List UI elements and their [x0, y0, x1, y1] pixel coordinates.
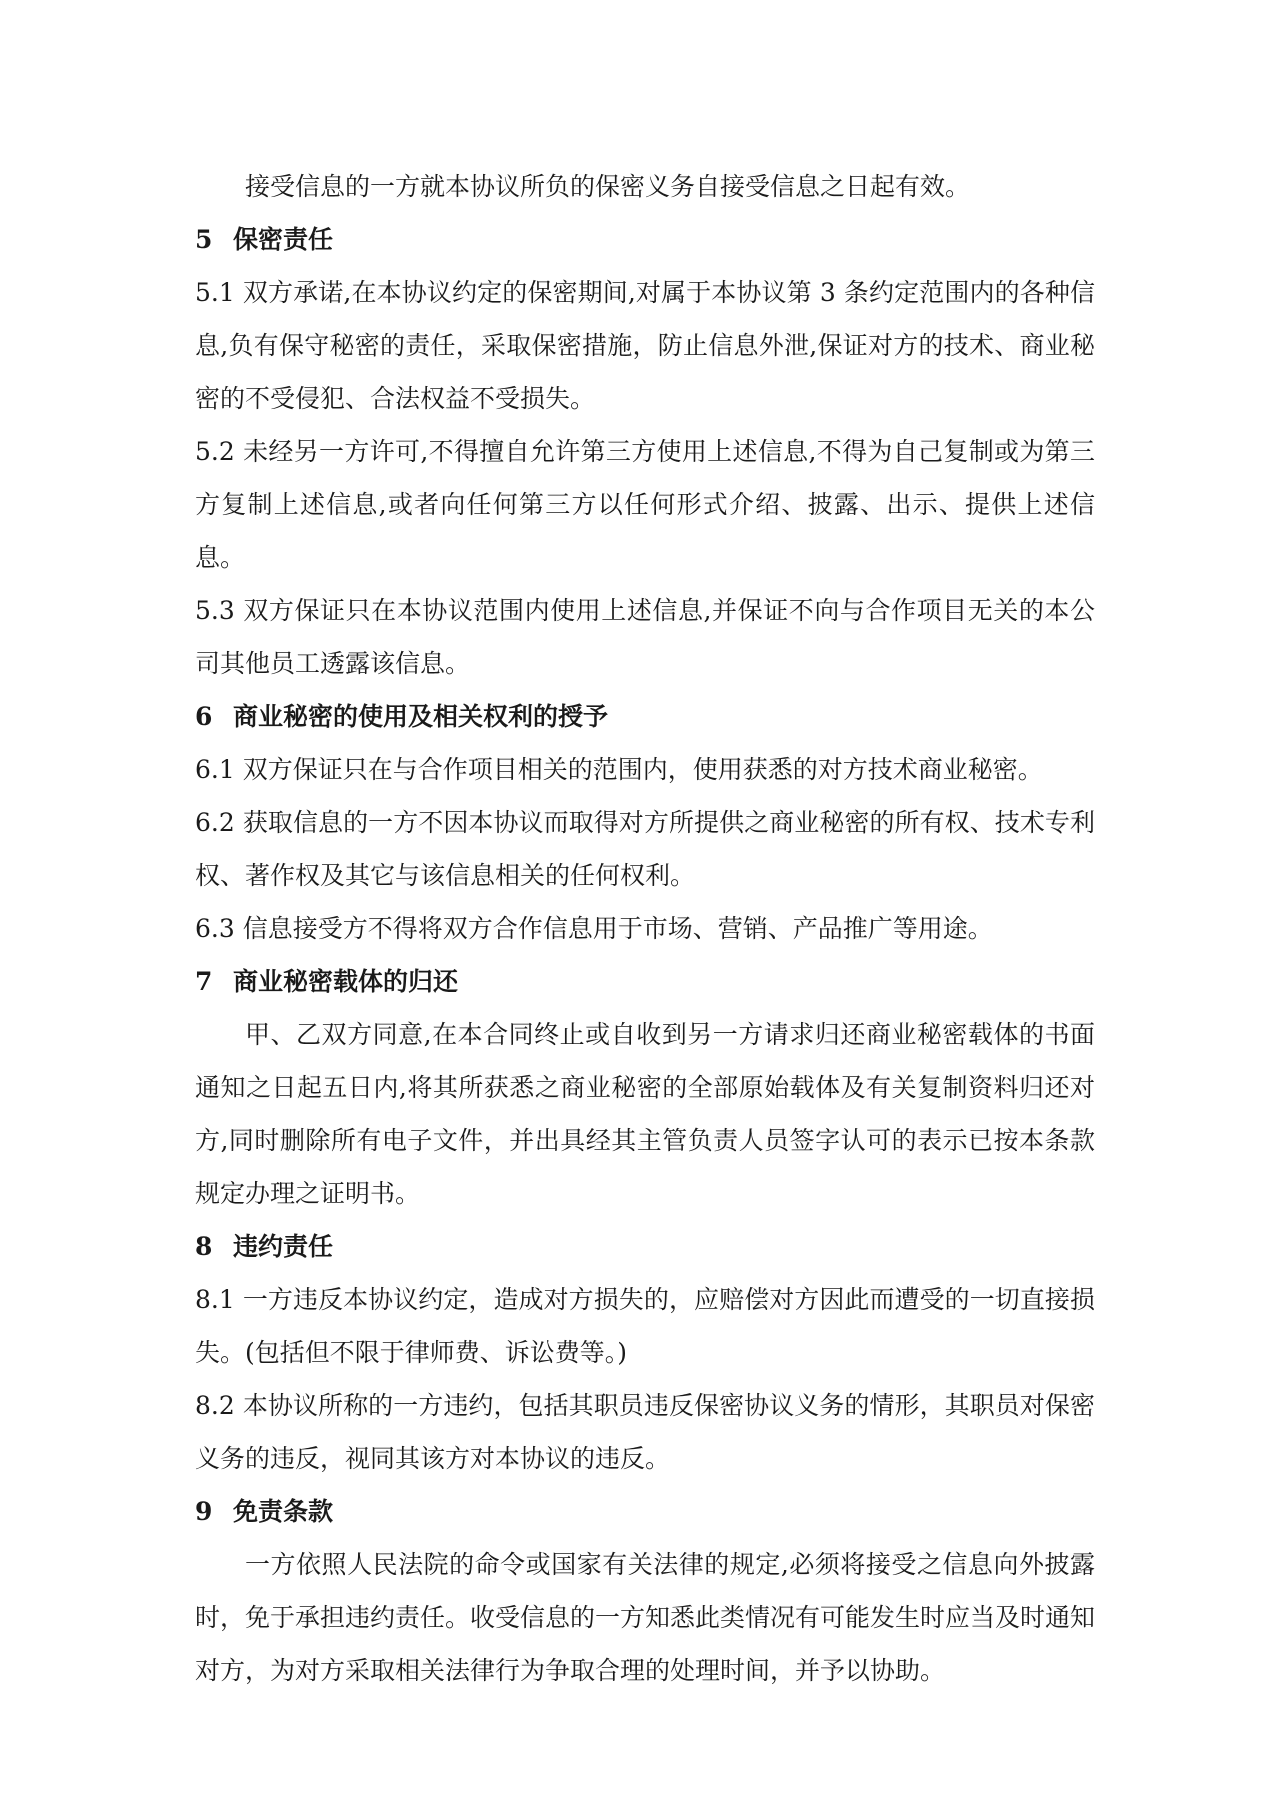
section-7-heading	[195, 955, 1095, 1008]
section-7-title: 商业秘密载体的归还	[233, 967, 459, 996]
section-5-heading	[195, 213, 1095, 266]
clause-6-3-text: 信息接受方不得将双方合作信息用于市场、营销、产品推广等用途。	[242, 914, 993, 943]
section-8-number: 8	[195, 1232, 213, 1261]
section-9-heading	[195, 1485, 1095, 1538]
section-5-number: 5	[195, 225, 213, 254]
section-9-paragraph: 一方依照人民法院的命令或国家有关法律的规定,必须将接受之信息向外披露时，免于承担违约责任。收受信息的一方知悉此类情况有可能发生时应当及时通知对方，为对方采取相关法律行为争取合理的处理时间，并予以协助。	[195, 1550, 1096, 1685]
clause-5-3-text: 双方保证只在本协议范围内使用上述信息,并保证不向与合作项目无关的本公司其他员工透露该信息。	[195, 596, 1095, 678]
clause-6-3-number: 6.3	[195, 914, 235, 943]
section-5-title: 保密责任	[233, 225, 334, 254]
clause-5-1	[195, 266, 1095, 425]
clause-5-2-text: 未经另一方许可,不得擅自允许第三方使用上述信息,不得为自己复制或为第三方复制上述信息,或者向任何第三方以任何形式介绍、披露、出示、提供上述信息。	[195, 437, 1095, 572]
document-body	[195, 160, 1095, 1697]
section-7-number: 7	[195, 967, 213, 996]
clause-5-1-number: 5.1	[195, 278, 235, 307]
intro-paragraph: 接受信息的一方就本协议所负的保密义务自接受信息之日起有效。	[245, 172, 971, 201]
section-9-number: 9	[195, 1497, 213, 1526]
clause-6-1-number: 6.1	[195, 755, 235, 784]
clause-6-1-text: 双方保证只在与合作项目相关的范围内，使用获悉的对方技术商业秘密。	[242, 755, 1043, 784]
section-6-title: 商业秘密的使用及相关权利的授予	[233, 702, 609, 731]
clause-6-3	[195, 902, 1095, 955]
clause-8-2-number: 8.2	[195, 1391, 235, 1420]
clause-8-2-text: 本协议所称的一方违约，包括其职员违反保密协议义务的情形，其职员对保密义务的违反，视同其该方对本协议的违反。	[195, 1391, 1095, 1473]
clause-5-3-number: 5.3	[195, 596, 235, 625]
section-9-title: 免责条款	[233, 1497, 334, 1526]
clause-5-2-number: 5.2	[195, 437, 235, 466]
clause-8-1-text: 一方违反本协议约定，造成对方损失的，应赔偿对方因此而遭受的一切直接损失。(包括但不限于律师费、诉讼费等。)	[195, 1285, 1095, 1367]
section-7-paragraph: 甲、乙双方同意,在本合同终止或自收到另一方请求归还商业秘密载体的书面通知之日起五日内,将其所获悉之商业秘密的全部原始载体及有关复制资料归还对方,同时删除所有电子文件，并出具经其主管负责人员签字认可的表示已按本条款规定办理之证明书。	[195, 1020, 1095, 1208]
section-6-number: 6	[195, 702, 213, 731]
section-8-heading	[195, 1220, 1095, 1273]
clause-5-3	[195, 584, 1095, 690]
clause-6-2	[195, 796, 1095, 902]
clause-6-2-text: 获取信息的一方不因本协议而取得对方所提供之商业秘密的所有权、技术专利权、著作权及其它与该信息相关的任何权利。	[195, 808, 1095, 890]
section-6-heading	[195, 690, 1095, 743]
clause-8-1	[195, 1273, 1095, 1379]
clause-5-2	[195, 425, 1095, 584]
clause-8-1-number: 8.1	[195, 1285, 235, 1314]
clause-6-1	[195, 743, 1095, 796]
section-8-title: 违约责任	[233, 1232, 334, 1261]
clause-5-1-text: 双方承诺,在本协议约定的保密期间,对属于本协议第 3 条约定范围内的各种信息,负有保守秘密的责任，采取保密措施，防止信息外泄,保证对方的技术、商业秘密的不受侵犯、合法权益不受损失。	[195, 278, 1095, 413]
clause-6-2-number: 6.2	[195, 808, 235, 837]
clause-8-2	[195, 1379, 1095, 1485]
